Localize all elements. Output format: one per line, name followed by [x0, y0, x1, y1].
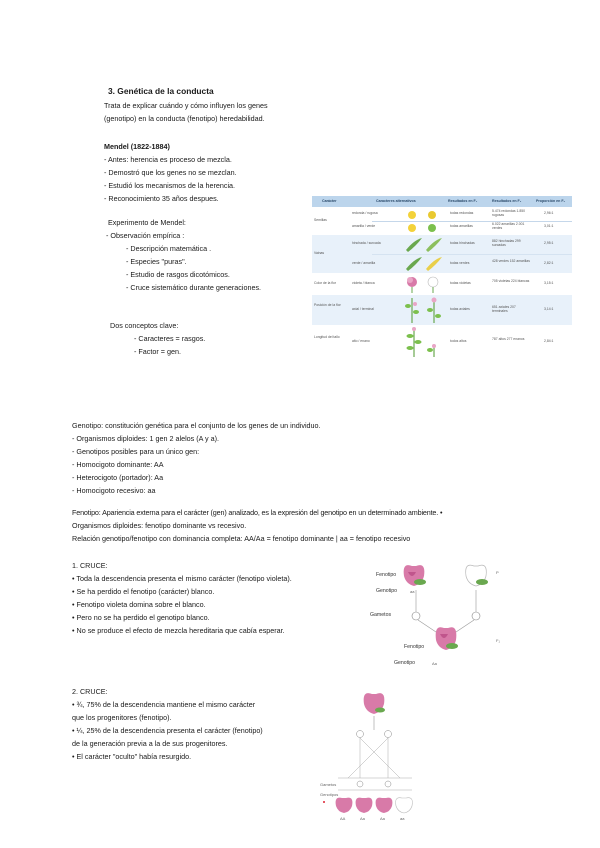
diagram-genotype-aa: aa [410, 589, 415, 594]
table-row [312, 295, 572, 325]
terminal-flower-icon [432, 298, 437, 303]
flower-color-icons [404, 274, 444, 294]
cross2-diagram [320, 686, 430, 826]
f1-cell: todos altos [450, 339, 467, 343]
cross2-item: • El carácter "oculto" había resurgido. [72, 752, 192, 761]
phenotype-relation: Relación genotipo/fenotipo con dominancia completa: AA/Aa = fenotipo dominante | aa = fenotipo recesivo [72, 534, 411, 543]
f2-cell: 705 violetas 224 blancas [492, 279, 530, 283]
genotype-item: - Organismos diploides: 1 gen 2 alelos (A y a). [72, 434, 220, 443]
concept-item: - Caracteres = rasgos. [134, 334, 206, 343]
diagram-genotype-aa-f1: Aa [432, 661, 437, 666]
ratio-cell: 2,82:1 [544, 261, 554, 265]
diagram-label-fenotipo-f1: Fenotipo [404, 644, 425, 650]
wrinkled-seed-icon [428, 211, 436, 219]
trait-cell: Longitud del tallo [314, 335, 340, 339]
ratio-cell: 3,14:1 [544, 307, 554, 311]
flower-position-icons [404, 296, 444, 324]
diagram-label-genotipo: Genotipo [376, 588, 398, 594]
alt-cell: violeta / blanca [352, 281, 375, 285]
gamete-icon [412, 612, 420, 620]
stem-length-icons [404, 326, 444, 358]
ratio-cell: 3,01:1 [544, 224, 554, 228]
diagram-label-p: P [496, 570, 499, 575]
diagram-label-gametos: Gametos [320, 782, 337, 787]
cross2-diagram-drawing [320, 686, 430, 826]
f1-cell: todas hinchadas [450, 241, 475, 245]
marker-dot [323, 801, 325, 803]
genotype-item: - Heterocigoto (portador): Aa [72, 473, 164, 482]
mendel-heading: Mendel (1822-1884) [104, 142, 170, 151]
f2-violet-flower-icon [336, 798, 353, 813]
observation-sub-item: - Descripción matemática . [126, 244, 212, 253]
green-pod-icon [406, 257, 422, 271]
diagram-genotype-aa-het: Aa [380, 816, 385, 821]
gamete-icon [357, 731, 364, 738]
divider [372, 254, 572, 255]
mendel-item: - Antes: herencia es proceso de mezcla. [104, 155, 232, 164]
diagram-genotype-aa-het: Aa [360, 816, 365, 821]
diagram-label-genotipos: Genotipos [320, 792, 339, 797]
f1-cell: todas axiales [450, 307, 470, 311]
f1-cell: todas amarillas [450, 224, 473, 228]
divider [372, 221, 572, 222]
f1-cell: todas violetas [450, 281, 471, 285]
table-header-cell: Proporción en F₂ [536, 199, 566, 203]
experiment-heading: Experimento de Mendel: [108, 218, 186, 227]
diagram-genotype-aa: AA [340, 816, 346, 821]
diagram-label-gametos: Gametos [370, 612, 392, 618]
cross2-item: • ¾, 75% de la descendencia mantiene el mismo carácter [72, 700, 256, 709]
constricted-pod-icon [426, 238, 442, 252]
cross1-item: • Pero no se ha perdido el genotipo blanco. [72, 613, 210, 622]
f2-violet-flower-icon [356, 798, 373, 813]
ratio-cell: 2,95:1 [544, 241, 554, 245]
section-title: 3. Genética de la conducta [108, 86, 214, 96]
yellow-pod-icon [426, 257, 442, 271]
genotype-item: - Homocigoto recesivo: aa [72, 486, 156, 495]
f2-violet-flower-icon [376, 798, 393, 813]
table-header-cell: Carácter [322, 199, 337, 203]
cross1-title: 1. CRUCE: [72, 561, 108, 570]
mendel-item: - Reconocimiento 35 años despues. [104, 194, 219, 203]
mendel-item: - Demostró que los genes no se mezclan. [104, 168, 237, 177]
inflated-pod-icon [406, 238, 422, 252]
table-header-cell: Resultados en F₂ [492, 199, 522, 203]
ratio-cell: 2,84:1 [544, 339, 554, 343]
genotype-item: - Homocigoto dominante: AA [72, 460, 164, 469]
cross2-title: 2. CRUCE: [72, 687, 108, 696]
alt-cell: hinchada / surcada [352, 241, 381, 245]
f2-cell: 651 axiales 207 terminales [492, 305, 516, 314]
observation-sub-item: - Cruce sistemático durante generaciones. [126, 283, 262, 292]
concept-item: - Factor = gen. [134, 347, 181, 356]
axial-flower-icon [413, 302, 417, 306]
ratio-cell: 3,15:1 [544, 281, 554, 285]
phenotype-item: Organismos diploides: fenotipo dominante vs recesivo. [72, 521, 247, 530]
cross1-diagram [370, 560, 520, 670]
trait-cell: Vainas [314, 251, 325, 255]
f2-cell: 6.022 amarillas 2.001 verdes [492, 222, 525, 231]
trait-cell: Color de la flor [314, 281, 337, 285]
cross2-item: de la generación previa a la de sus progenitores. [72, 739, 228, 748]
gamete-icon [385, 731, 392, 738]
alt-cell: verde / amarilla [352, 261, 376, 265]
cross2-item: que los progenitores (fenotipo). [72, 713, 172, 722]
trait-cell: Posición de la flor [314, 303, 341, 307]
tall-plant-icon [412, 327, 416, 331]
mendel-item: - Estudió los mecanismos de la herencia. [104, 181, 236, 190]
intro-line-2: (genotipo) en la conducta (fenotipo) heredabilidad. [104, 114, 265, 123]
observation-sub-item: - Estudio de rasgos dicotómicos. [126, 270, 230, 279]
white-flower-icon [428, 277, 438, 287]
table-row [312, 273, 572, 295]
concepts-heading: Dos conceptos clave: [110, 321, 179, 330]
yellow-seed-icon [408, 224, 416, 232]
diagram-genotype-aa-rec: aa [400, 816, 405, 821]
intro-line-1: Trata de explicar cuándo y cómo influyen los genes [104, 101, 268, 110]
cross2-item: • ¼, 25% de la descendencia presenta el carácter (fenotipo) [72, 726, 263, 735]
table-header-cell: Caracteres alternativos [376, 199, 416, 203]
alt-cell: redonda / rugosa [352, 211, 378, 215]
f1-cell: todas verdes [450, 261, 470, 265]
genotype-item: - Genotipos posibles para un único gen: [72, 447, 200, 456]
cross1-item: • No se produce el efecto de mezcla hereditaria que cabía esperar. [72, 626, 285, 635]
cross1-item: • Toda la descendencia presenta el mismo carácter (fenotipo violeta). [72, 574, 292, 583]
alt-cell: alto / enano [352, 339, 370, 343]
f2-cell: 428 verdes 152 amarillas [492, 259, 530, 263]
f2-white-flower-icon [396, 798, 413, 813]
table-header-cell: Resultados en F₁ [448, 199, 478, 203]
gamete-icon [472, 612, 480, 620]
genotype-definition: Genotipo: constitución genética para el conjunto de los genes de un individuo. [72, 421, 321, 430]
green-seed-icon [428, 224, 436, 232]
mendel-results-table [312, 196, 572, 360]
trait-cell: Semillas [314, 218, 327, 222]
phenotype-definition: Fenotipo: Apariencia externa para el carácter (gen) analizado, es la expresión del genotipo en un determinado ambiente. • [72, 508, 443, 517]
f2-cell: 787 altos 277 enanos [492, 337, 525, 341]
diagram-label-fenotipo: Fenotipo [376, 572, 397, 578]
table-row [312, 325, 572, 359]
ratio-cell: 2,96:1 [544, 211, 554, 215]
f2-cell: 5.474 redondas 1.850 rugosas [492, 209, 525, 218]
observation-line: - Observación empírica : [106, 231, 185, 240]
diagram-label-f1: F₁ [496, 638, 500, 643]
round-seed-icon [408, 211, 416, 219]
observation-sub-item: - Especies "puras". [126, 257, 187, 266]
dwarf-plant-icon [432, 344, 436, 348]
seed-icons [404, 209, 444, 235]
f1-cell: todas redondas [450, 211, 474, 215]
alt-cell: amarilla / verde [352, 224, 376, 228]
diagram-label-genotipo-f1: Genotipo [394, 660, 416, 666]
f2-cell: 882 hinchadas 299 surcadas [492, 239, 521, 248]
alt-cell: axial / terminal [352, 307, 374, 311]
table-header-row [312, 196, 572, 207]
cross1-item: • Se ha perdido el fenotipo (carácter) blanco. [72, 587, 215, 596]
cross1-item: • Fenotipo violeta domina sobre el blanco. [72, 600, 206, 609]
